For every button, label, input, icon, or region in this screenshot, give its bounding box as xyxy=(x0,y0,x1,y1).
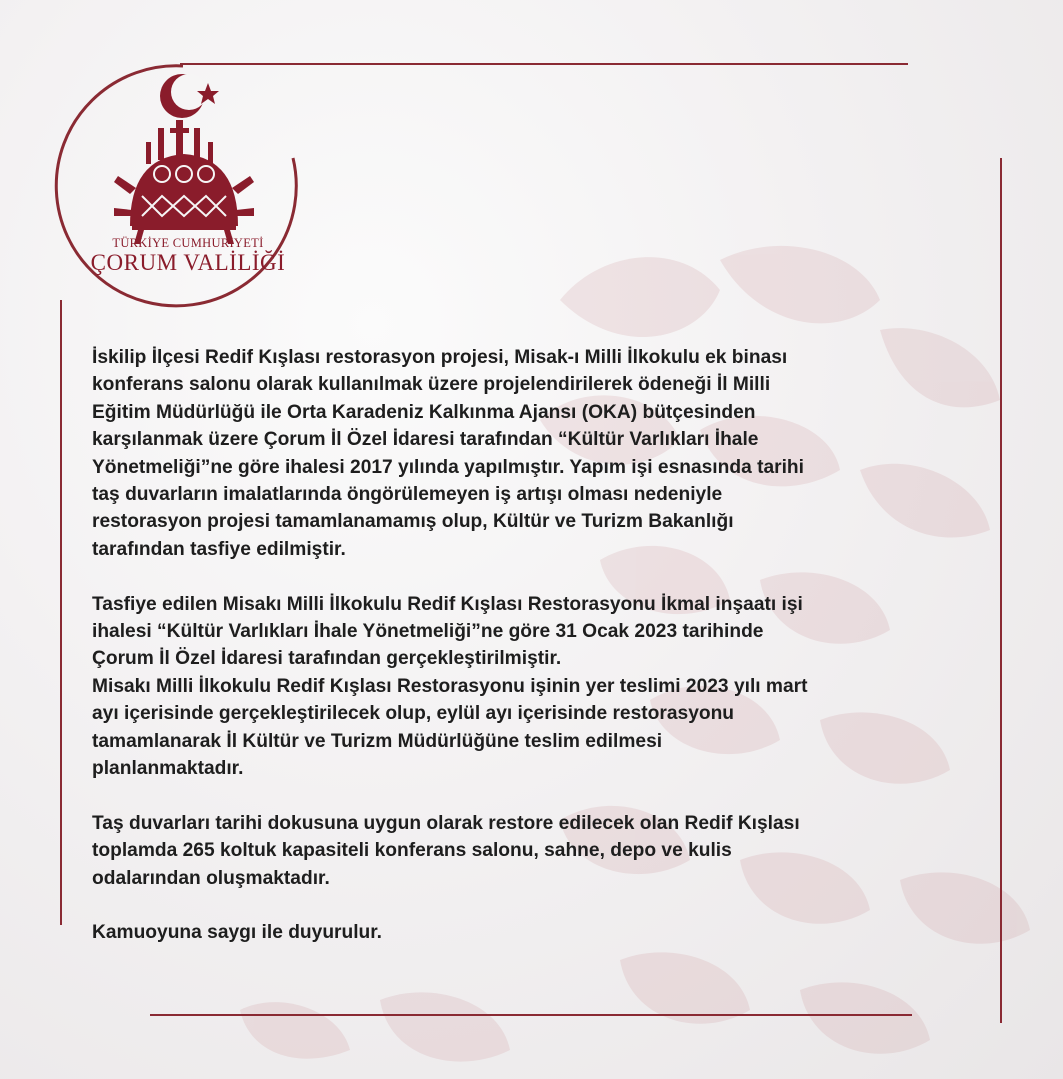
paragraph-3 xyxy=(92,810,972,892)
text-line: Eğitim Müdürlüğü ile Orta Karadeniz Kalkınma Ajansı (OKA) bütçesinden xyxy=(92,401,756,423)
announcement-body xyxy=(92,344,972,974)
paragraph-1 xyxy=(92,344,972,563)
text-line: Tasfiye edilen Misakı Milli İlkokulu Redif Kışlası Restorasyonu İkmal inşaatı işi xyxy=(92,593,803,615)
text-line: İskilip İlçesi Redif Kışlası restorasyon projesi, Misak-ı Milli İlkokulu ek binası xyxy=(92,347,788,368)
logo-title-line1: TÜRKİYE CUMHURİYETİ xyxy=(112,236,264,250)
closing-line xyxy=(92,919,972,946)
text-line: Yönetmeliği”ne göre ihalesi 2017 yılında yapılmıştır. Yapım işi esnasında tarihi xyxy=(92,456,804,478)
text-line: Misakı Milli İlkokulu Redif Kışlası Restorasyonu işinin yer teslimi 2023 yılı mart xyxy=(92,675,808,697)
paragraph-2 xyxy=(92,591,972,783)
text-line: karşılanmak üzere Çorum İl Özel İdaresi tarafından “Kültür Varlıkları İhale xyxy=(92,429,759,451)
text-line: restorasyon projesi tamamlanamamış olup, Kültür ve Turizm Bakanlığı xyxy=(92,511,734,533)
text-line: tamamlanarak İl Kültür ve Turizm Müdürlüğüne teslim edilmesi xyxy=(92,730,663,752)
frame-bottom-line xyxy=(150,1014,912,1016)
text-line: Çorum İl Özel İdaresi tarafından gerçekleştirilmiştir. xyxy=(92,648,562,670)
logo-title-line2: ÇORUM VALİLİĞİ xyxy=(90,250,286,275)
frame-left-line xyxy=(60,300,62,925)
frame-right-line xyxy=(1000,158,1002,1023)
text-line: ihalesi “Kültür Varlıkları İhale Yönetmeliği”ne göre 31 Ocak 2023 tarihinde xyxy=(92,621,764,643)
corum-valiligi-emblem-icon xyxy=(48,58,308,318)
text-line: Taş duvarları tarihi dokusuna uygun olarak restore edilecek olan Redif Kışlası xyxy=(92,812,800,834)
text-line: taş duvarların imalatlarında öngörülemeyen iş artışı olması nedeniyle xyxy=(92,484,723,506)
text-line: Kamuoyuna saygı ile duyurulur. xyxy=(92,922,383,944)
text-line: tarafından tasfiye edilmiştir. xyxy=(92,538,346,560)
text-line: toplamda 265 koltuk kapasiteli konferans salonu, sahne, depo ve kulis xyxy=(92,840,732,862)
text-line: odalarından oluşmaktadır. xyxy=(92,867,330,889)
text-line: ayı içerisinde gerçekleştirilecek olup, eylül ayı içerisinde restorasyonu xyxy=(92,703,735,725)
text-line: konferans salonu olarak kullanılmak üzere projelendirilerek ödeneği İl Milli xyxy=(92,374,771,396)
text-line: planlanmaktadır. xyxy=(92,758,244,780)
